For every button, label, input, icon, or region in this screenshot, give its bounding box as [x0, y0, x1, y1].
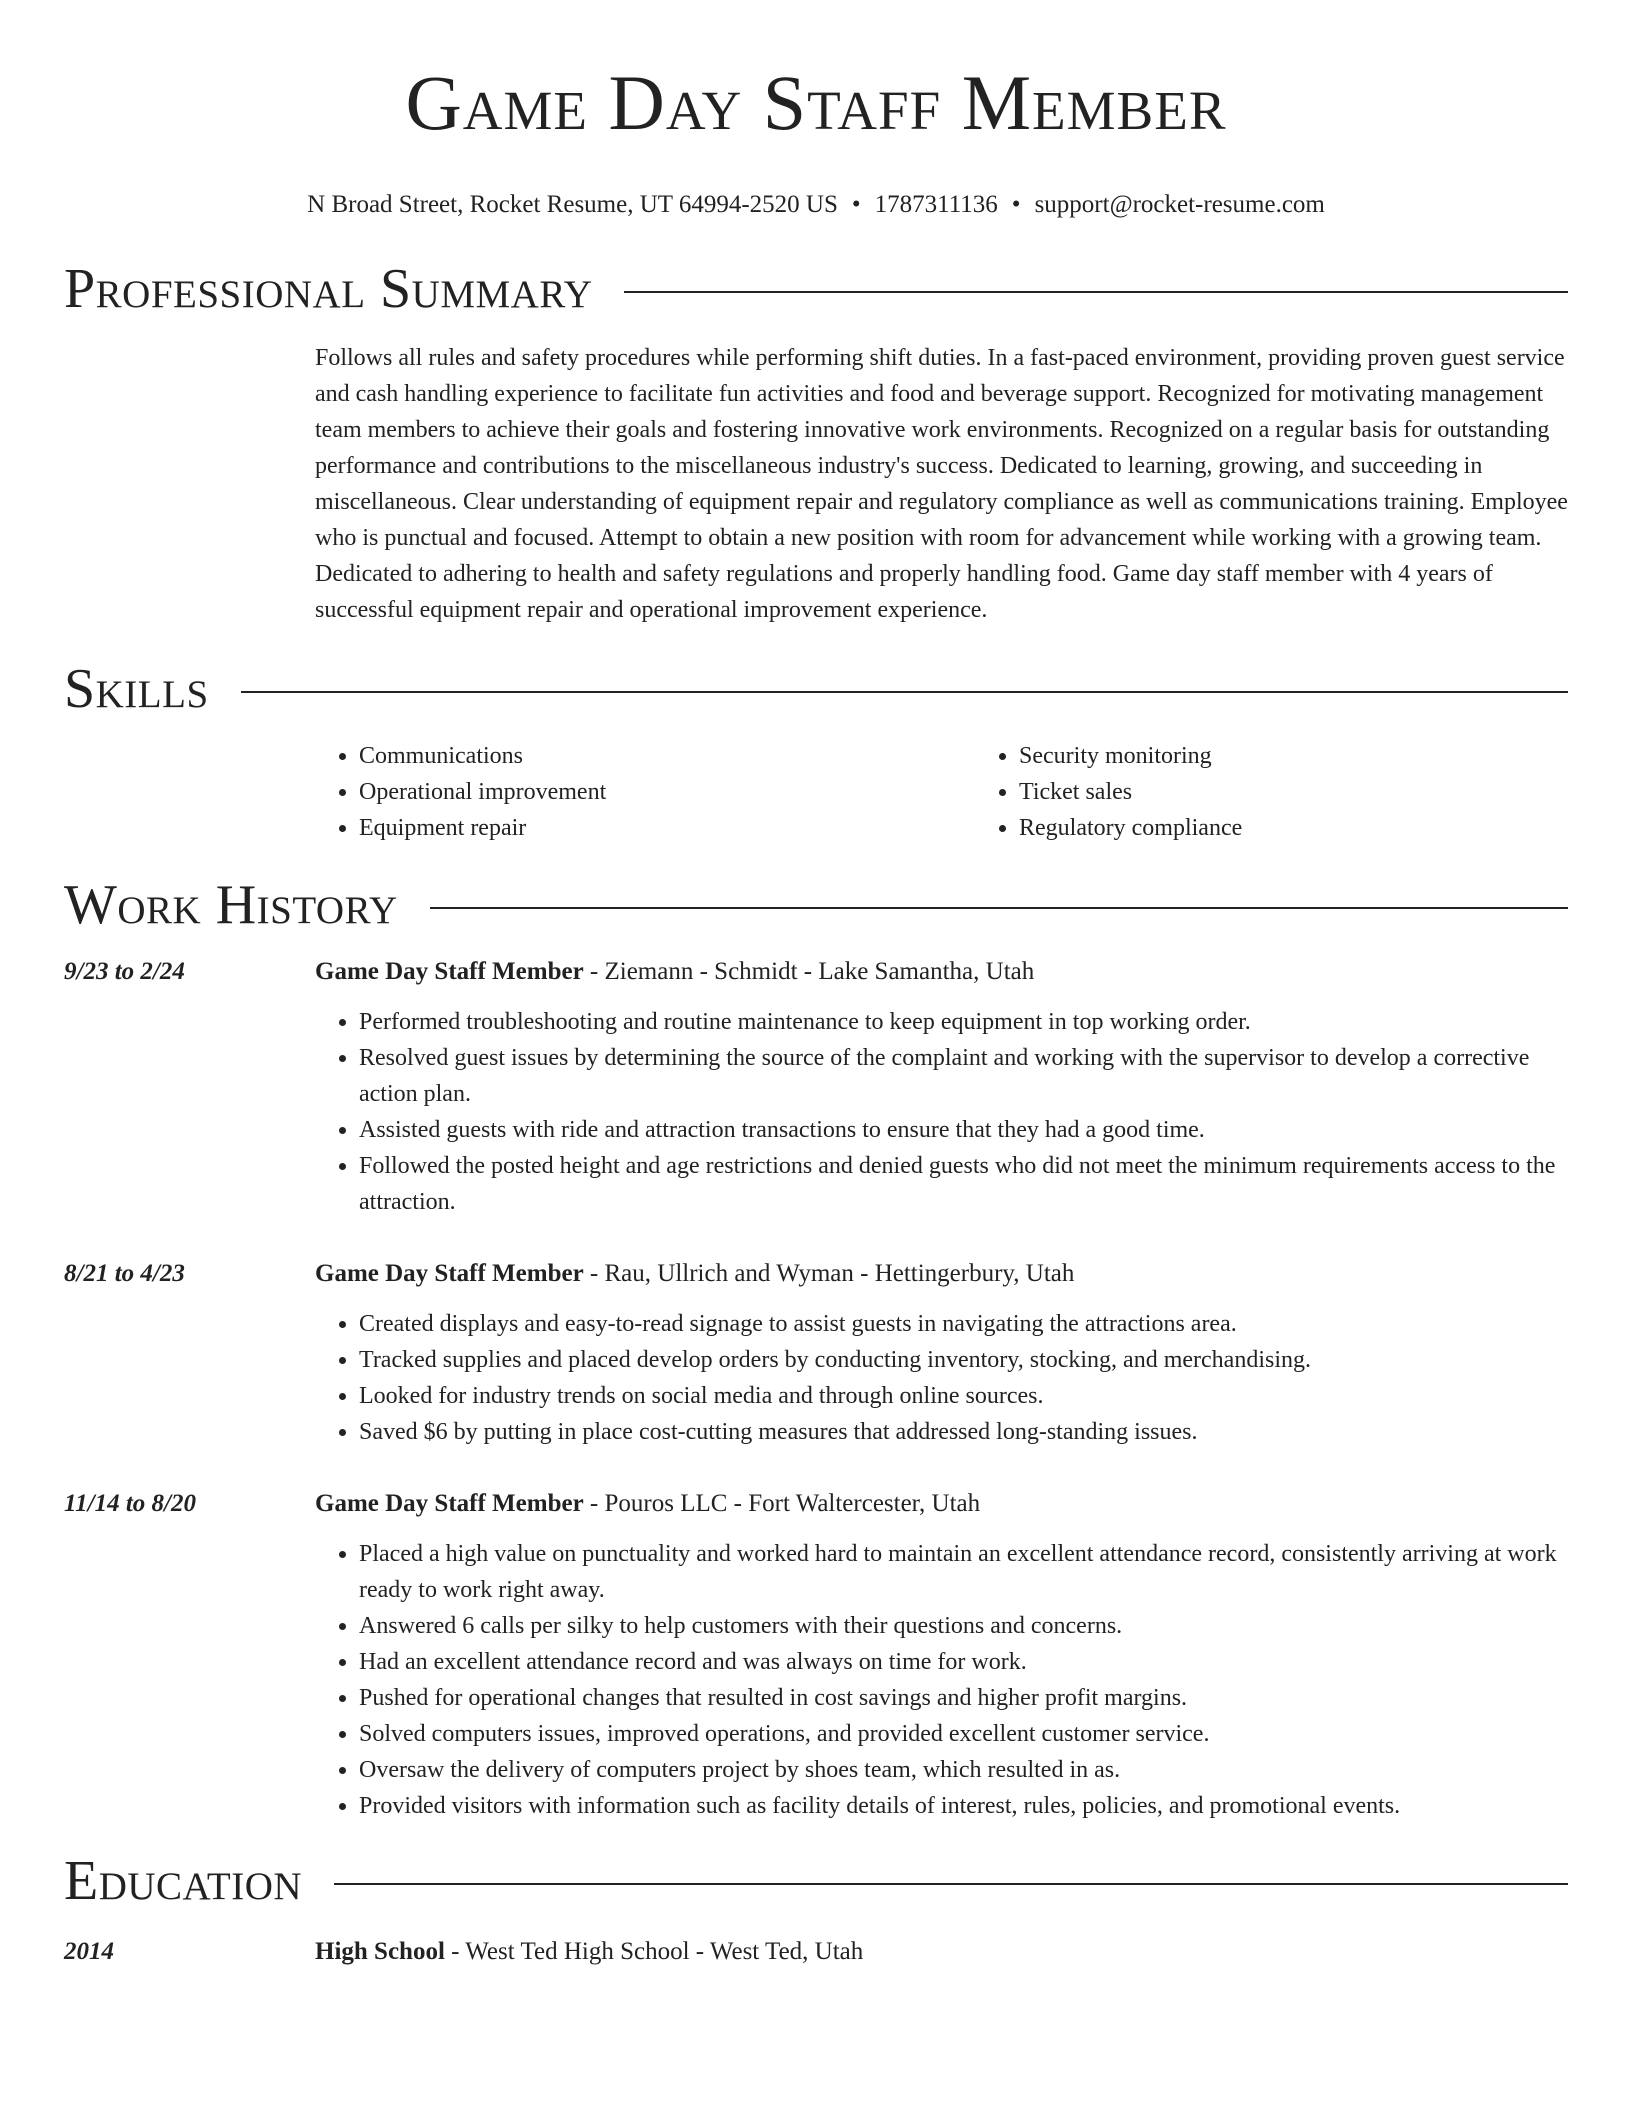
job-bullet: • Resolved guest issues by determining the source of the complaint and working with the supervisor to develop a corrective action plan. — [359, 1040, 1568, 1112]
skills-heading: Skills — [64, 658, 209, 720]
skill-item: • Equipment repair — [359, 810, 975, 846]
skill-item: • Operational improvement — [359, 774, 975, 810]
job-bullet: • Pushed for operational changes that resulted in cost savings and higher profit margins. — [359, 1680, 1568, 1716]
summary-spacer — [64, 340, 315, 628]
summary-row — [64, 340, 1568, 628]
contact-email: support@rocket-resume.com — [1034, 191, 1325, 218]
skill-item: • Security monitoring — [1019, 738, 1632, 774]
education-section-header — [64, 1848, 1568, 1914]
job-header-row — [64, 1256, 1568, 1292]
job-header — [315, 1256, 1568, 1292]
contact-separator: • — [851, 191, 861, 218]
job-header — [315, 1486, 1568, 1522]
job-bullets — [315, 1306, 1568, 1450]
job-bullet: • Tracked supplies and placed develop orders by conducting inventory, stocking, and merchandising. — [359, 1342, 1568, 1378]
skills-list-right — [975, 738, 1632, 846]
contact-address: N Broad Street, Rocket Resume, UT 64994-2520 US — [307, 191, 838, 218]
job-title: Game Day Staff Member — [315, 958, 584, 985]
job-bullet: • Placed a high value on punctuality and worked hard to maintain an excellent attendance record, consistently arriving at work ready to work right away. — [359, 1536, 1568, 1608]
skill-item: • Regulatory compliance — [1019, 810, 1632, 846]
job-spacer — [64, 1004, 315, 1220]
education-row — [64, 1934, 1568, 1970]
job-bullet: • Answered 6 calls per silky to help customers with their questions and concerns. — [359, 1608, 1568, 1644]
job-employer: - Pouros LLC - Fort Waltercester, Utah — [583, 1490, 981, 1517]
job-bullet: • Oversaw the delivery of computers project by shoes team, which resulted in as. — [359, 1752, 1568, 1788]
job-entry — [64, 954, 1568, 1220]
job-bullet: • Had an excellent attendance record and was always on time for work. — [359, 1644, 1568, 1680]
job-bullet-list — [315, 1306, 1568, 1450]
job-dates: 11/14 to 8/20 — [64, 1490, 196, 1517]
job-dates: 8/21 to 4/23 — [64, 1260, 185, 1287]
section-divider — [430, 907, 1568, 909]
education-degree: High School — [315, 1938, 445, 1965]
job-header-row — [64, 1486, 1568, 1522]
education-entry — [315, 1934, 1568, 1970]
job-bullet-list — [315, 1004, 1568, 1220]
contact-phone: 1787311136 — [874, 191, 998, 218]
job-bullet: • Looked for industry trends on social media and through online sources. — [359, 1378, 1568, 1414]
job-bullet: • Provided visitors with information such as facility details of interest, rules, policies, and promotional events. — [359, 1788, 1568, 1824]
job-title: Game Day Staff Member — [315, 1260, 584, 1287]
work-section-header — [64, 872, 1568, 938]
section-divider — [241, 691, 1568, 693]
education-heading: Education — [64, 1850, 303, 1912]
summary-body — [315, 340, 1568, 628]
skill-item: • Ticket sales — [1019, 774, 1632, 810]
education-school: - West Ted High School - West Ted, Utah — [444, 1938, 864, 1965]
job-bullet: • Solved computers issues, improved operations, and provided excellent customer service. — [359, 1716, 1568, 1752]
job-bullet: • Performed troubleshooting and routine maintenance to keep equipment in top working order. — [359, 1004, 1568, 1040]
job-dates: 9/23 to 2/24 — [64, 958, 185, 985]
contact-line — [64, 190, 1568, 220]
job-employer: - Ziemann - Schmidt - Lake Samantha, Utah — [583, 958, 1035, 985]
job-bullets — [315, 1004, 1568, 1220]
job-bullet: • Created displays and easy-to-read signage to assist guests in navigating the attractions area. — [359, 1306, 1568, 1342]
summary-text: Follows all rules and safety procedures while performing shift duties. In a fast-paced environment, providing proven guest service and cash handling experience to facilitate fun activities and food and beverage support. Recognized for motivating management team members to achieve their goals and fostering innovative work environments. Recognized on a regular basis for outstanding performance and contributions to the miscellaneous industry's success. Dedicated to learning, growing, and succeeding in miscellaneous. Clear understanding of equipment repair and regulatory compliance as well as communications training. Employee who is punctual and focused. Attempt to obtain a new position with room for advancement while working with a growing team. Dedicated to adhering to health and safety regulations and properly handling food. Game day staff member with 4 years of successful equipment repair and operational improvement experience. — [315, 345, 1568, 623]
job-entry — [64, 1486, 1568, 1824]
job-spacer — [64, 1306, 315, 1450]
skills-row — [64, 738, 1568, 846]
work-history-list — [64, 954, 1568, 1824]
job-header-row — [64, 954, 1568, 990]
job-spacer — [64, 1536, 315, 1824]
job-bullet: • Followed the posted height and age restrictions and denied guests who did not meet the minimum requirements access to the attraction. — [359, 1148, 1568, 1220]
skills-section-header — [64, 656, 1568, 722]
section-divider — [624, 291, 1568, 293]
job-bullets — [315, 1536, 1568, 1824]
job-entry — [64, 1256, 1568, 1450]
candidate-name: Game Day Staff Member — [405, 59, 1227, 146]
skill-item: • Communications — [359, 738, 975, 774]
job-header — [315, 954, 1568, 990]
job-bullet: • Saved $6 by putting in place cost-cutting measures that addressed long-standing issues. — [359, 1414, 1568, 1450]
summary-section-header — [64, 256, 1568, 322]
skills-spacer — [64, 738, 315, 846]
job-bullets-row — [64, 1536, 1568, 1824]
job-title: Game Day Staff Member — [315, 1490, 584, 1517]
skills-list-left — [315, 738, 975, 846]
job-bullets-row — [64, 1306, 1568, 1450]
contact-separator: • — [1011, 191, 1021, 218]
work-heading: Work History — [64, 874, 398, 936]
section-divider — [334, 1883, 1568, 1885]
job-bullet-list — [315, 1536, 1568, 1824]
summary-heading: Professional Summary — [64, 258, 593, 320]
job-bullets-row — [64, 1004, 1568, 1220]
skills-columns — [315, 738, 1632, 846]
job-employer: - Rau, Ullrich and Wyman - Hettingerbury, Utah — [583, 1260, 1075, 1287]
job-bullet: • Assisted guests with ride and attraction transactions to ensure that they had a good time. — [359, 1112, 1568, 1148]
education-year: 2014 — [64, 1938, 114, 1965]
